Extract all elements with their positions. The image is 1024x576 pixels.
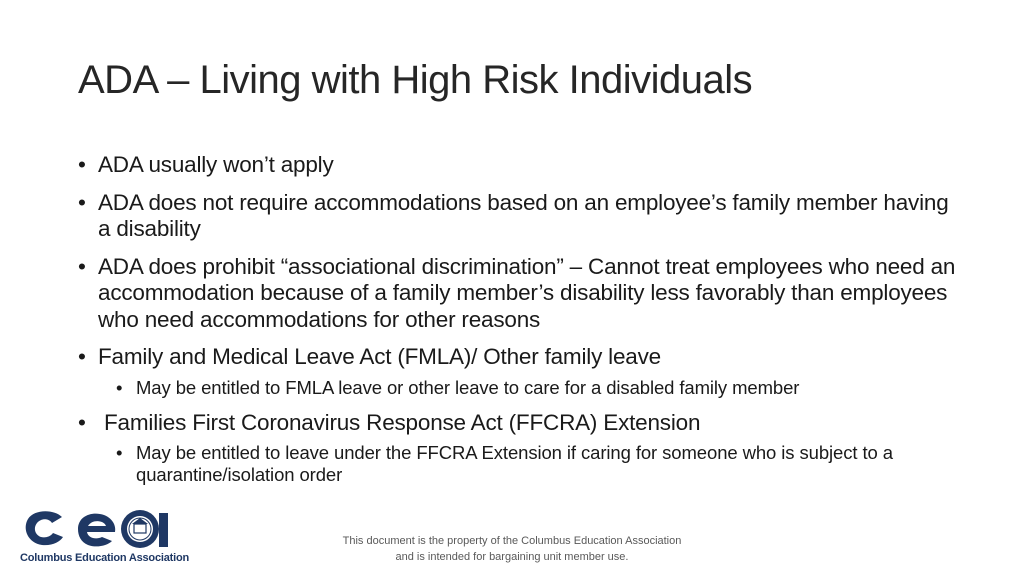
slide-title: ADA – Living with High Risk Individuals [78, 58, 753, 102]
bullet-item [78, 344, 958, 399]
footer-note: This document is the property of the Columbus Education Association and is intended for bargaining unit member use. [342, 535, 682, 563]
sub-bullet-item: • May be entitled to FMLA leave or other leave to care for a disabled family member [98, 377, 958, 399]
bullet-text: • Family and Medical Leave Act (FMLA)/ Other family leave [98, 344, 661, 369]
sub-bullet-list [98, 377, 958, 399]
bullet-item [78, 410, 958, 487]
sub-bullet-item: • May be entitled to leave under the FFCRA Extension if caring for someone who is subject to a quarantine/isolation order [98, 442, 958, 486]
bullet-item [78, 254, 958, 334]
logo-wordmark: Columbus Education Association [20, 552, 189, 564]
cea-logo-mark [18, 505, 178, 553]
bullet-text: • ADA usually won’t apply [98, 152, 334, 177]
bullet-text: • ADA does not require accommodations based on an employee’s family member having a disability [98, 189, 949, 241]
bullet-text: • ADA does prohibit “associational discrimination” – Cannot treat employees who need an accommodation because of a family member’s disability less favorably than employees who need accommodations for other reasons [98, 253, 956, 332]
bullet-item [78, 190, 958, 243]
sub-bullet-list [98, 442, 958, 486]
bullet-item [78, 152, 958, 179]
bullet-list [78, 152, 958, 497]
bullet-text: • Families First Coronavirus Response Act (FFCRA) Extension [104, 409, 701, 435]
